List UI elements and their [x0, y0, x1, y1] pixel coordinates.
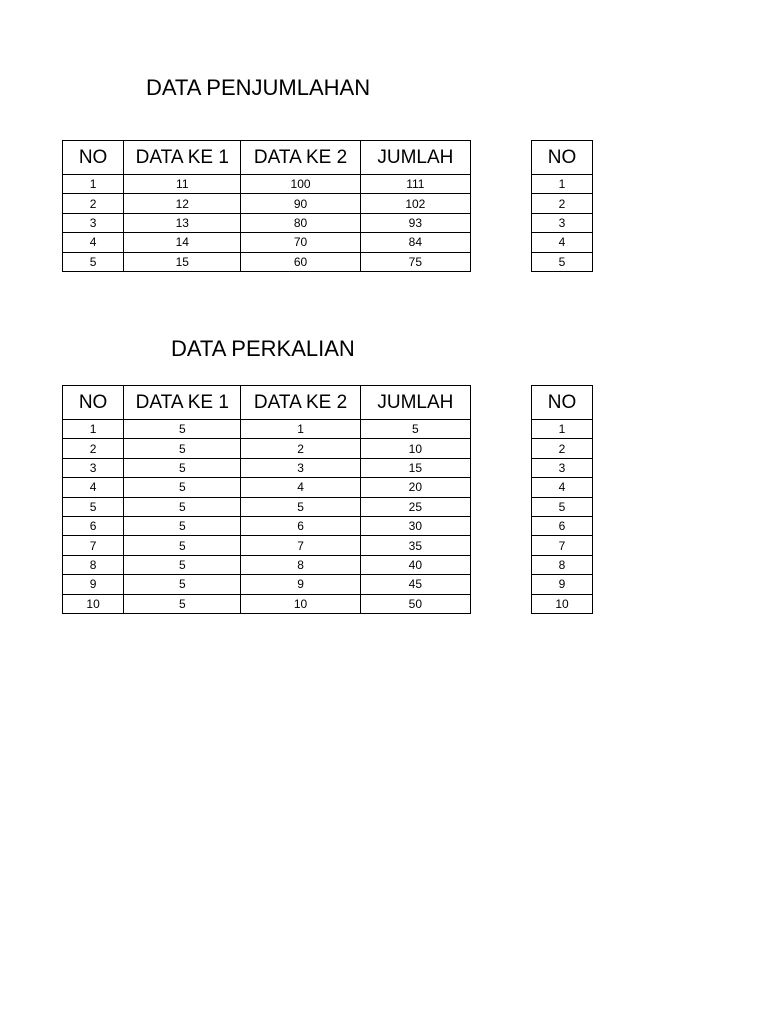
cell-jumlah: 50	[360, 594, 470, 613]
cell-no: 3	[63, 458, 124, 477]
cell-data-ke-2: 10	[241, 594, 360, 613]
cell-data-ke-1: 5	[124, 536, 241, 555]
side-cell-no: 1	[532, 420, 593, 439]
cell-jumlah: 45	[360, 575, 470, 594]
cell-data-ke-2: 1	[241, 420, 360, 439]
side-table-row	[532, 594, 593, 613]
side-header-cell-no: NO	[532, 386, 593, 420]
cell-data-ke-2: 80	[241, 213, 360, 232]
table-row	[63, 213, 471, 232]
cell-jumlah: 15	[360, 458, 470, 477]
cell-no: 5	[63, 252, 124, 271]
cell-data-ke-1: 5	[124, 478, 241, 497]
cell-data-ke-1: 13	[124, 213, 241, 232]
cell-no: 5	[63, 497, 124, 516]
side-table-row	[532, 555, 593, 574]
side-cell-no: 2	[532, 194, 593, 213]
cell-data-ke-2: 6	[241, 516, 360, 535]
cell-data-ke-1: 5	[124, 555, 241, 574]
side-table-row	[532, 458, 593, 477]
table-penjumlahan	[62, 140, 471, 272]
cell-data-ke-2: 90	[241, 194, 360, 213]
cell-data-ke-2: 70	[241, 233, 360, 252]
side-table-row	[532, 175, 593, 194]
section-title-penjumlahan: DATA PENJUMLAHAN	[146, 75, 371, 100]
cell-data-ke-1: 5	[124, 575, 241, 594]
side-cell-no: 6	[532, 516, 593, 535]
header-cell-data-ke-2: DATA KE 2	[241, 141, 360, 175]
cell-data-ke-2: 100	[241, 175, 360, 194]
cell-no: 2	[63, 194, 124, 213]
table-row	[63, 420, 471, 439]
side-cell-no: 8	[532, 555, 593, 574]
table-row	[63, 555, 471, 574]
side-cell-no: 3	[532, 213, 593, 232]
cell-no: 2	[63, 439, 124, 458]
cell-data-ke-1: 12	[124, 194, 241, 213]
cell-no: 4	[63, 478, 124, 497]
cell-data-ke-2: 3	[241, 458, 360, 477]
cell-jumlah: 30	[360, 516, 470, 535]
cell-jumlah: 20	[360, 478, 470, 497]
side-table-row	[532, 536, 593, 555]
table-row	[63, 516, 471, 535]
table-row	[63, 458, 471, 477]
header-cell-no: NO	[63, 141, 124, 175]
side-table-row	[532, 516, 593, 535]
side-cell-no: 5	[532, 252, 593, 271]
cell-jumlah: 84	[360, 233, 470, 252]
cell-no: 1	[63, 175, 124, 194]
table-header-row	[63, 386, 471, 420]
cell-data-ke-2: 60	[241, 252, 360, 271]
side-cell-no: 4	[532, 233, 593, 252]
cell-data-ke-2: 4	[241, 478, 360, 497]
header-cell-no: NO	[63, 386, 124, 420]
cell-data-ke-1: 5	[124, 439, 241, 458]
cell-no: 3	[63, 213, 124, 232]
side-header-cell-no: NO	[532, 141, 593, 175]
cell-data-ke-1: 5	[124, 458, 241, 477]
cell-no: 4	[63, 233, 124, 252]
side-table-row	[532, 213, 593, 232]
table-row	[63, 233, 471, 252]
header-cell-data-ke-1: DATA KE 1	[124, 141, 241, 175]
table-row	[63, 575, 471, 594]
cell-data-ke-1: 5	[124, 420, 241, 439]
table-row	[63, 194, 471, 213]
side-table-perkalian	[531, 385, 593, 614]
cell-no: 9	[63, 575, 124, 594]
cell-data-ke-2: 9	[241, 575, 360, 594]
cell-jumlah: 10	[360, 439, 470, 458]
header-cell-jumlah: JUMLAH	[360, 386, 470, 420]
side-table-row	[532, 497, 593, 516]
table-header-row	[63, 141, 471, 175]
side-table-row	[532, 575, 593, 594]
side-header-row	[532, 386, 593, 420]
cell-jumlah: 93	[360, 213, 470, 232]
cell-data-ke-1: 14	[124, 233, 241, 252]
side-table-row	[532, 439, 593, 458]
cell-no: 8	[63, 555, 124, 574]
cell-data-ke-2: 7	[241, 536, 360, 555]
side-table-row	[532, 478, 593, 497]
cell-data-ke-1: 5	[124, 497, 241, 516]
cell-data-ke-2: 5	[241, 497, 360, 516]
cell-no: 6	[63, 516, 124, 535]
header-cell-jumlah: JUMLAH	[360, 141, 470, 175]
cell-jumlah: 25	[360, 497, 470, 516]
table-row	[63, 439, 471, 458]
header-cell-data-ke-2: DATA KE 2	[241, 386, 360, 420]
table-perkalian	[62, 385, 471, 614]
table-row	[63, 175, 471, 194]
side-table-row	[532, 252, 593, 271]
table-row	[63, 478, 471, 497]
cell-jumlah: 75	[360, 252, 470, 271]
side-cell-no: 1	[532, 175, 593, 194]
cell-jumlah: 5	[360, 420, 470, 439]
cell-no: 7	[63, 536, 124, 555]
side-cell-no: 4	[532, 478, 593, 497]
cell-no: 10	[63, 594, 124, 613]
side-cell-no: 2	[532, 439, 593, 458]
table-row	[63, 536, 471, 555]
cell-jumlah: 40	[360, 555, 470, 574]
cell-data-ke-1: 11	[124, 175, 241, 194]
side-table-row	[532, 420, 593, 439]
cell-no: 1	[63, 420, 124, 439]
table-row	[63, 497, 471, 516]
side-table-row	[532, 233, 593, 252]
table-row	[63, 594, 471, 613]
section-title-perkalian: DATA PERKALIAN	[171, 336, 355, 361]
side-cell-no: 5	[532, 497, 593, 516]
side-cell-no: 3	[532, 458, 593, 477]
side-cell-no: 10	[532, 594, 593, 613]
cell-jumlah: 111	[360, 175, 470, 194]
side-cell-no: 9	[532, 575, 593, 594]
cell-data-ke-1: 15	[124, 252, 241, 271]
header-cell-data-ke-1: DATA KE 1	[124, 386, 241, 420]
cell-data-ke-1: 5	[124, 594, 241, 613]
side-cell-no: 7	[532, 536, 593, 555]
cell-data-ke-1: 5	[124, 516, 241, 535]
side-table-penjumlahan	[531, 140, 593, 272]
cell-data-ke-2: 8	[241, 555, 360, 574]
side-table-row	[532, 194, 593, 213]
cell-data-ke-2: 2	[241, 439, 360, 458]
side-header-row	[532, 141, 593, 175]
table-row	[63, 252, 471, 271]
cell-jumlah: 102	[360, 194, 470, 213]
cell-jumlah: 35	[360, 536, 470, 555]
